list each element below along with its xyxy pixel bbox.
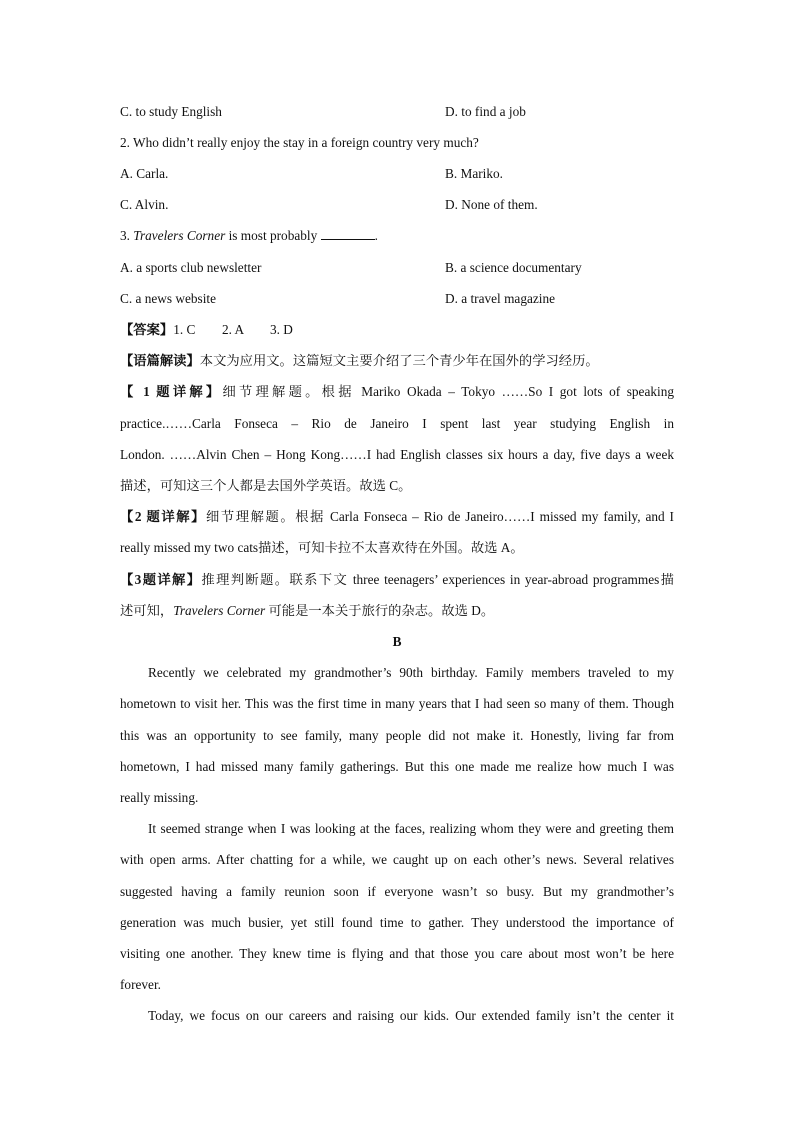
q2-stem: 2. Who didn’t really enjoy the stay in a foreign country very much? xyxy=(120,135,479,150)
detail2-line1: 【2 题详解】细节理解题。根据 Carla Fonseca – Rio de Janeiro……I missed my family, and I xyxy=(120,509,674,524)
detail1-line4: 描述，可知这三个人都是去国外学英语。故选 C。 xyxy=(120,478,412,493)
q2-option-a: A. Carla. xyxy=(120,166,169,181)
detail3-line2: 述可知，Travelers Corner 可能是一本关于旅行的杂志。故选 D。 xyxy=(120,603,495,618)
detail1-line3: London. ……Alvin Chen – Hong Kong……I had English classes six hours a day, five days a week xyxy=(120,447,674,462)
q1-option-c: C. to study English xyxy=(120,104,222,119)
passage-line: hometown, I had missed many family gatherings. But this one made me realize how much I was xyxy=(120,759,674,774)
detail1-line1: 【 1 题详解】细节理解题。根据 Mariko Okada – Tokyo ……So I got lots of speaking xyxy=(120,384,674,399)
answer-blank xyxy=(321,227,375,240)
passage-line: with open arms. After chatting for a while, we caught up on each other’s news. Several relatives xyxy=(120,852,674,867)
detail1-line2: practice.……Carla Fonseca – Rio de Janeiro I spent last year studying English in xyxy=(120,416,674,431)
passage-line: suggested having a family reunion soon if everyone wasn’t so busy. But my grandmother’s xyxy=(120,884,674,899)
passage-line: really missing. xyxy=(120,790,199,805)
detail3-line1: 【3题详解】推理判断题。联系下文 three teenagers’ experiences in year-abroad programmes描 xyxy=(120,572,674,587)
answer-line: 【答案】1. C 2. A 3. D xyxy=(120,322,293,337)
magazine-title: Travelers Corner xyxy=(133,228,226,243)
q3-option-d: D. a travel magazine xyxy=(445,291,556,306)
passage-line: generation was much busier, yet still found time to gather. They understood the importance of xyxy=(120,915,674,930)
q3-option-c: C. a news website xyxy=(120,291,217,306)
q3-option-a: A. a sports club newsletter xyxy=(120,260,262,275)
q3-stem: 3. Travelers Corner is most probably . xyxy=(120,228,378,243)
reading-analysis: 【语篇解读】本文为应用文。这篇短文主要介绍了三个青少年在国外的学习经历。 xyxy=(120,353,599,368)
passage-line: forever. xyxy=(120,977,161,992)
passage-line: It seemed strange when I was looking at the faces, realizing whom they were and greeting them xyxy=(148,821,674,836)
detail2-line2: really missed my two cats描述，可知卡拉不太喜欢待在外国。故选 A。 xyxy=(120,540,524,555)
q1-option-d: D. to find a job xyxy=(445,104,526,119)
q3-option-b: B. a science documentary xyxy=(445,260,582,275)
passage-line: Recently we celebrated my grandmother’s 90th birthday. Family members traveled to my xyxy=(148,665,674,680)
passage-line: hometown to visit her. This was the first time in many years that I had seen so many of them. Though xyxy=(120,696,674,711)
q2-option-d: D. None of them. xyxy=(445,197,538,212)
q2-option-c: C. Alvin. xyxy=(120,197,169,212)
passage-line: this was an opportunity to see family, many people did not make it. Honestly, living far from xyxy=(120,728,674,743)
section-title: B xyxy=(392,634,402,649)
passage-line: visiting one another. They knew time is flying and that those you care about most won’t be here xyxy=(120,946,674,961)
q2-option-b: B. Mariko. xyxy=(445,166,503,181)
passage-line: Today, we focus on our careers and raising our kids. Our extended family isn’t the center it xyxy=(148,1008,674,1023)
